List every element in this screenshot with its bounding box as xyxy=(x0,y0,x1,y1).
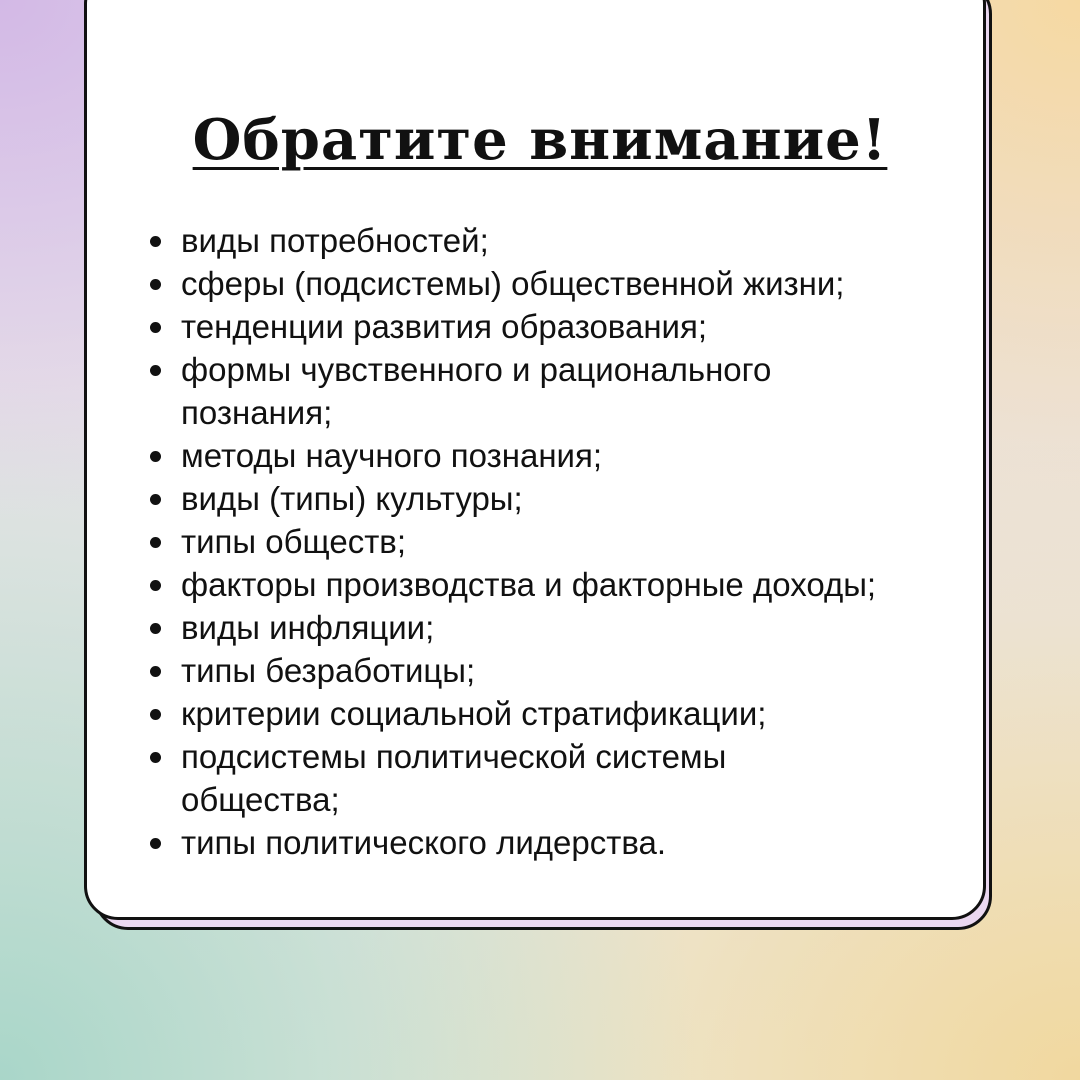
bullet-icon xyxy=(150,236,161,247)
title-text: Обратите внимание! xyxy=(192,107,888,173)
list-item xyxy=(150,434,970,477)
list-item xyxy=(150,262,970,305)
list-item xyxy=(150,520,970,563)
list-item-text: факторы производства и факторные доходы; xyxy=(181,566,877,603)
bullet-icon xyxy=(150,537,161,548)
list-item-text: критерии социальной стратификации; xyxy=(181,695,767,732)
bullet-icon xyxy=(150,279,161,290)
list-item-text: виды (типы) культуры; xyxy=(181,480,523,517)
list-item xyxy=(150,305,970,348)
list-item xyxy=(150,606,970,649)
list-item xyxy=(150,821,970,864)
list-item-text: виды инфляции; xyxy=(181,609,435,646)
topic-list xyxy=(150,219,970,864)
list-item xyxy=(150,348,970,434)
list-item-text: тенденции развития образования; xyxy=(181,308,708,345)
bullet-icon xyxy=(150,838,161,849)
list-item-text-continuation: познания; xyxy=(181,394,333,431)
list-item-text: типы политического лидерства. xyxy=(181,824,667,861)
list-item xyxy=(150,219,970,262)
list-item-text: типы обществ; xyxy=(181,523,407,560)
list-item xyxy=(150,477,970,520)
list-item xyxy=(150,735,970,821)
list-item-text: методы научного познания; xyxy=(181,437,603,474)
list-item xyxy=(150,692,970,735)
bullet-icon xyxy=(150,666,161,677)
bullet-icon xyxy=(150,752,161,763)
list-item xyxy=(150,563,970,606)
page-title xyxy=(0,100,1080,180)
bullet-icon xyxy=(150,709,161,720)
list-item-text-continuation: общества; xyxy=(181,781,340,818)
list-item-text: типы безработицы; xyxy=(181,652,476,689)
bullet-icon xyxy=(150,623,161,634)
bullet-icon xyxy=(150,580,161,591)
bullet-icon xyxy=(150,451,161,462)
list-item-text: подсистемы политической системы xyxy=(181,738,727,775)
list-item-text: сферы (подсистемы) общественной жизни; xyxy=(181,265,845,302)
bullet-icon xyxy=(150,494,161,505)
bullet-icon xyxy=(150,322,161,333)
list-item xyxy=(150,649,970,692)
bullet-icon xyxy=(150,365,161,376)
list-item-text: формы чувственного и рационального xyxy=(181,351,772,388)
list-item-text: виды потребностей; xyxy=(181,222,489,259)
